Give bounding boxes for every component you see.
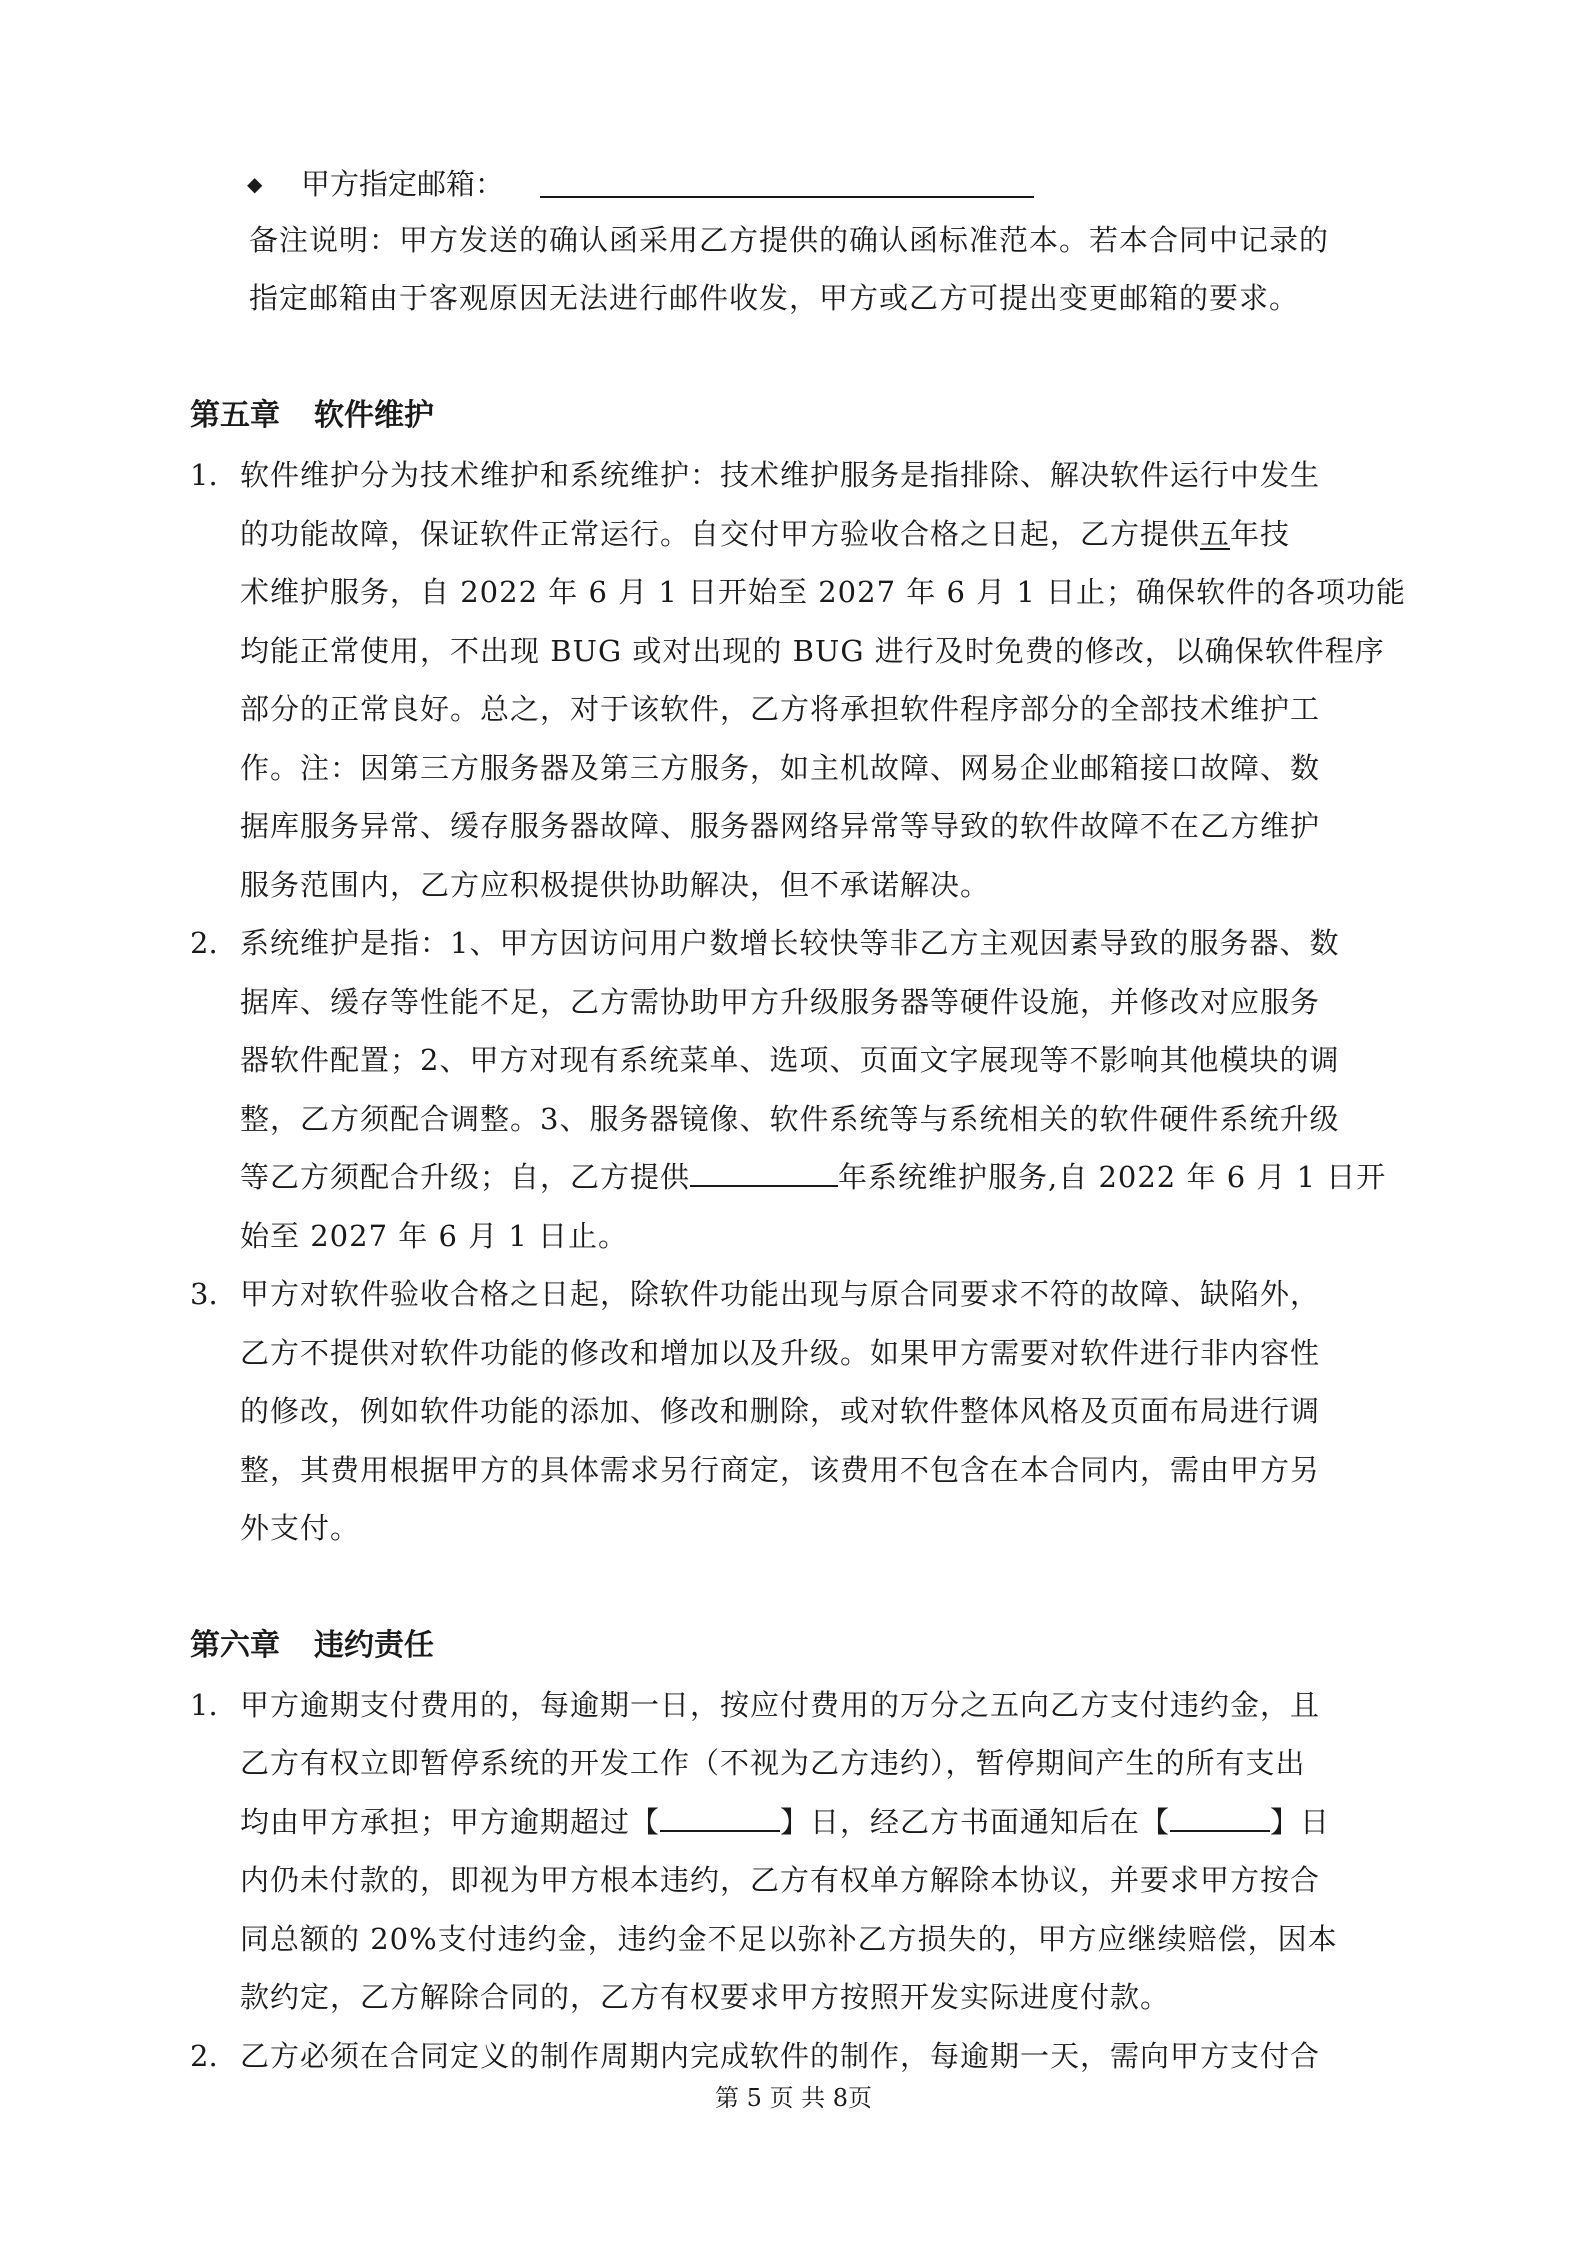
ch5-item1-line: 据库服务异常、缓存服务器故障、服务器网络异常等导致的软件故障不在乙方维护 [240,809,1321,843]
ch5-item2-line: 始至 2027 年 6 月 1 日止。 [240,1219,629,1253]
ch5-item3-line: 的修改，例如软件功能的添加、修改和删除，或对软件整体风格及页面布局进行调 [240,1394,1321,1428]
ch6-item2-number: 2. [190,2039,218,2073]
overdue-days-blank [660,1804,780,1832]
ch5-item2-text: 等乙方须配合升级；自，乙方提供 [240,1160,691,1194]
designated-email-blank [540,196,1034,198]
ch5-item1-line [240,514,1290,554]
ch5-item3-line: 整，其费用根据甲方的具体需求另行商定，该费用不包含在本合同内，需由甲方另 [240,1453,1321,1487]
ch5-item1-text: 年技 [1230,517,1291,551]
ch5-item3-number: 3. [190,1277,218,1311]
notice-days-blank [1170,1804,1270,1832]
ch6-item1-line [240,1802,1330,1842]
ch5-item1-line: 软件维护分为技术维护和系统维护：技术维护服务是指排除、解决软件运行中发生 [240,458,1321,492]
maintenance-years-underlined: 五 [1200,517,1231,551]
ch5-item2-line: 器软件配置；2、甲方对现有系统菜单、选项、页面文字展现等不影响其他模块的调 [240,1043,1340,1077]
ch6-item1-line: 甲方逾期支付费用的，每逾期一日，按应付费用的万分之五向乙方支付违约金，且 [240,1688,1321,1722]
chapter-5-title: 软件维护 [314,398,434,433]
ch6-item2-line: 乙方必须在合同定义的制作周期内完成软件的制作，每逾期一天，需向甲方支付合 [240,2039,1321,2073]
note-line-2: 指定邮箱由于客观原因无法进行邮件收发，甲方或乙方可提出变更邮箱的要求。 [249,281,1300,315]
chapter-5-heading [190,396,434,436]
ch6-item1-line: 乙方有权立即暂停系统的开发工作（不视为乙方违约），暂停期间产生的所有支出 [240,1746,1306,1780]
chapter-5-number: 第五章 [190,398,280,433]
ch6-item1-line: 内仍未付款的，即视为甲方根本违约，乙方有权单方解除本协议，并要求甲方按合 [240,1863,1321,1897]
ch6-item1-line: 款约定，乙方解除合同的，乙方有权要求甲方按照开发实际进度付款。 [240,1980,1171,2014]
ch5-item1-number: 1. [190,458,218,492]
ch5-item2-line: 整，乙方须配合调整。3、服务器镜像、软件系统等与系统相关的软件硬件系统升级 [240,1102,1340,1136]
ch5-item2-text: 年系统维护服务,自 2022 年 6 月 1 日开 [838,1160,1387,1194]
bullet-diamond-icon: ◆ [247,172,263,196]
chapter-6-number: 第六章 [190,1628,280,1663]
ch6-item1-text: 均由甲方承担；甲方逾期超过【 [240,1805,661,1839]
note-line-1: 备注说明：甲方发送的确认函采用乙方提供的确认函标准范本。若本合同中记录的 [249,223,1330,257]
ch5-item1-line: 服务范围内，乙方应积极提供协助解决，但不承诺解决。 [240,868,991,902]
ch5-item2-line: 据库、缓存等性能不足，乙方需协助甲方升级服务器等硬件设施，并修改对应服务 [240,985,1321,1019]
ch5-item3-line: 甲方对软件验收合格之日起，除软件功能出现与原合同要求不符的故障、缺陷外， [240,1277,1321,1311]
designated-email-label: 甲方指定邮箱： [301,167,505,201]
chapter-6-heading [190,1626,434,1666]
ch6-item1-line: 同总额的 20%支付违约金，违约金不足以弥补乙方损失的，甲方应继续赔偿，因本 [240,1922,1338,1956]
ch5-item1-line: 作。注：因第三方服务器及第三方服务，如主机故障、网易企业邮箱接口故障、数 [240,751,1321,785]
ch5-item1-line: 均能正常使用，不出现 BUG 或对出现的 BUG 进行及时免费的修改，以确保软件程序 [240,634,1385,668]
chapter-6-title: 违约责任 [314,1628,434,1663]
ch5-item2-line: 系统维护是指：1、甲方因访问用户数增长较快等非乙方主观因素导致的服务器、数 [240,926,1340,960]
ch5-item1-text: 的功能故障，保证软件正常运行。自交付甲方验收合格之日起，乙方提供 [240,517,1201,551]
ch6-item1-text: 】日 [1270,1805,1331,1839]
ch5-item1-line: 部分的正常良好。总之，对于该软件，乙方将承担软件程序部分的全部技术维护工 [240,692,1321,726]
ch6-item1-text: 】日，经乙方书面通知后在【 [780,1805,1171,1839]
system-maintenance-years-blank [690,1159,838,1187]
ch5-item2-number: 2. [190,926,218,960]
ch5-item3-line: 乙方不提供对软件功能的修改和增加以及升级。如果甲方需要对软件进行非内容性 [240,1336,1321,1370]
ch5-item1-line: 术维护服务，自 2022 年 6 月 1 日开始至 2027 年 6 月 1 日止；确保软件的各项功能 [240,575,1407,609]
ch5-item3-line: 外支付。 [240,1511,361,1545]
ch5-item2-line [240,1157,1386,1197]
page-footer: 第 5 页 共 8页 [714,2084,873,2112]
ch6-item1-number: 1. [190,1688,218,1722]
